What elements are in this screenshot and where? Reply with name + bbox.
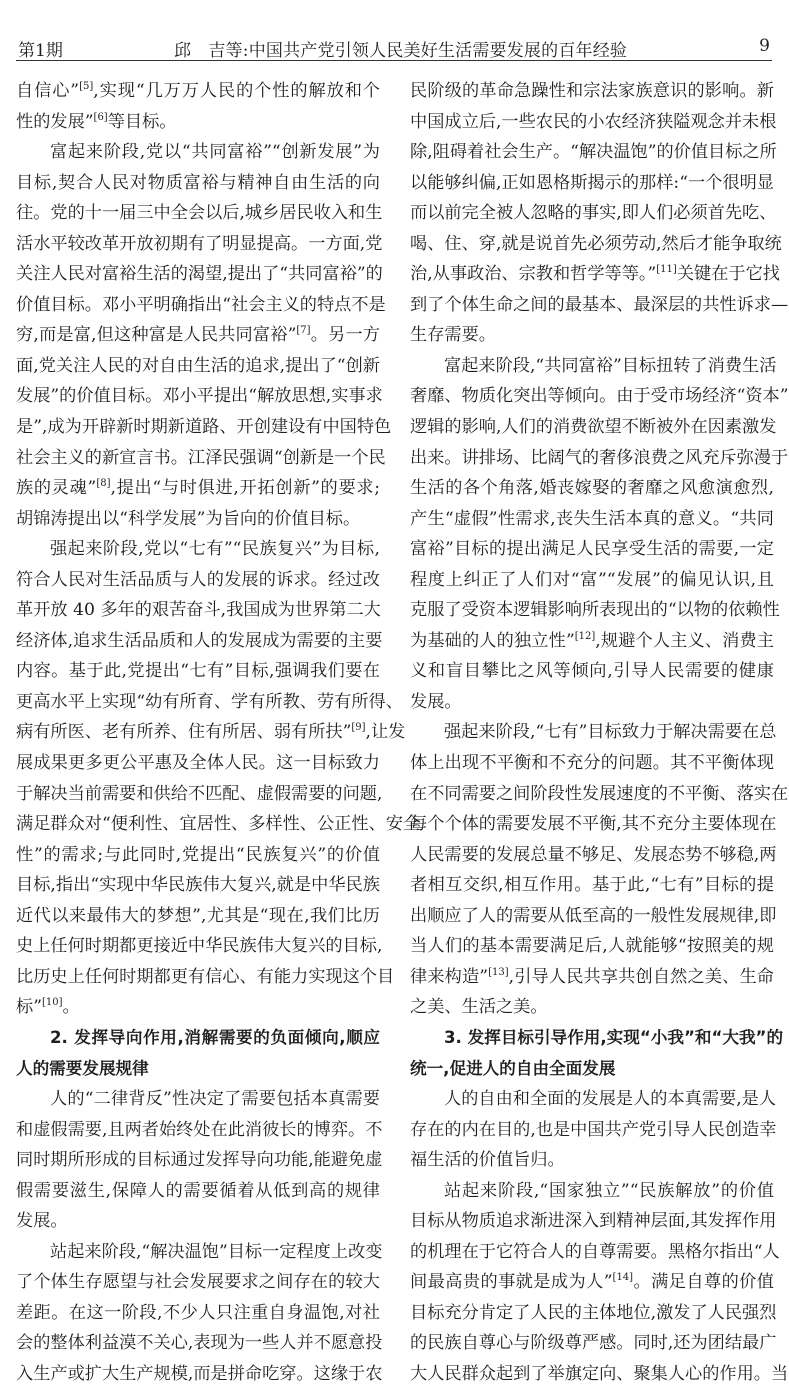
text-line — [410, 1145, 774, 1176]
line-text: 出顺应了人的需要从低至高的一般性发展规律,即 — [410, 905, 777, 926]
text-line — [410, 351, 777, 382]
text-line — [410, 1206, 777, 1237]
line-text: 人的“二律背反”性决定了需要包括本真需要 — [50, 1089, 380, 1110]
line-text: 站起来阶段,“国家独立”“民族解放”的价值 — [444, 1180, 774, 1201]
text-line — [410, 656, 774, 687]
text-line — [16, 381, 383, 412]
text-line — [16, 412, 392, 443]
text-line — [16, 320, 380, 351]
line-text: 人的需要发展规律 — [16, 1058, 149, 1078]
text-line — [410, 504, 774, 535]
text-line — [16, 1115, 383, 1146]
line-text-after-ref: 关键在于它找 — [676, 264, 780, 285]
line-text: 富起来阶段,党以“共同富裕”“创新发展”为 — [50, 142, 380, 163]
text-line — [16, 168, 380, 199]
text-line — [16, 76, 380, 107]
text-line — [16, 443, 386, 474]
line-text: 关注人民对富裕生活的渴望,提出了“共同富裕”的 — [16, 264, 383, 285]
text-line — [16, 198, 383, 229]
line-text: 当人们的基本需要满足后,人就能够“按照美的规 — [410, 936, 774, 957]
line-text: 强起来阶段,党以“七有”“民族复兴”为目标, — [50, 539, 380, 560]
line-text: 往。党的十一届三中全会以后,城乡居民收入和生 — [16, 203, 383, 224]
text-line — [410, 748, 774, 779]
citation-ref: [5] — [79, 81, 94, 92]
line-text: 统一,促进人的自由全面发展 — [410, 1058, 616, 1078]
citation-ref: [8] — [96, 478, 111, 490]
line-text: 存在的内在目的,也是中国共产党引导人民创造幸 — [410, 1119, 777, 1140]
line-text: 3. 发挥目标引导作用,实现“小我”和“大我”的 — [444, 1027, 784, 1047]
line-text: 面,党关注人民的对自由生活的追求,提出了“创新 — [16, 355, 380, 376]
line-text: 生存需要。 — [410, 325, 496, 346]
line-text: 2. 发挥导向作用,消解需要的负面倾向,顺应 — [50, 1027, 380, 1047]
line-text-after-ref: 。满足自尊的价值 — [633, 1272, 774, 1293]
text-line — [410, 1267, 774, 1298]
issue-number: 第1期 — [18, 41, 63, 61]
citation-ref: [6] — [93, 111, 108, 123]
text-line — [16, 1298, 380, 1329]
text-line — [16, 1206, 380, 1237]
text-line — [16, 870, 380, 901]
citation-ref: [7] — [296, 325, 311, 337]
line-text: 差距。在这一阶段,不少人只注重自身温饱,对社 — [16, 1302, 380, 1323]
line-text: 是”,成为开辟新时期新道路、开创建设有中国特色 — [16, 417, 392, 438]
text-line — [410, 443, 789, 474]
text-line — [410, 76, 774, 107]
text-line — [410, 687, 774, 718]
citation-ref: [12] — [574, 630, 596, 642]
line-text: 中国成立后,一些农民的小农经济狭隘观念并未根 — [410, 111, 777, 132]
line-text: 出来。讲排场、比阔气的奢侈浪费之风充斥弥漫于 — [410, 447, 789, 468]
text-line — [16, 840, 380, 871]
line-text: 了个体生存愿望与社会发展要求之间存在的较大 — [16, 1272, 380, 1293]
page-number: 9 — [759, 36, 770, 56]
text-line — [16, 779, 383, 810]
text-line — [16, 1084, 380, 1115]
line-text: 发展。 — [410, 691, 462, 712]
text-line — [16, 504, 380, 535]
text-line — [410, 168, 774, 199]
line-text: 者相互交织,相互作用。基于此,“七有”目标的提 — [410, 875, 774, 896]
text-line — [16, 656, 380, 687]
text-line — [410, 717, 777, 748]
text-line — [16, 565, 380, 596]
line-text: 病有所医、老有所养、住有所居、弱有所扶” — [16, 722, 352, 743]
line-text-after-ref: ,提出“与时俱进,开拓创新”的要求; — [110, 478, 380, 499]
line-text: 目标充分肯定了人民的主体地位,激发了人民强烈 — [410, 1302, 777, 1323]
right-column — [410, 76, 789, 1390]
text-line — [410, 412, 777, 443]
line-text: 族的灵魂” — [16, 478, 97, 499]
line-text: 发展”的价值目标。邓小平提出“解放思想,实事求 — [16, 386, 383, 407]
line-text: 的民族自尊心与阶级尊严感。同时,还为团结最广 — [410, 1333, 777, 1354]
text-line — [410, 901, 777, 932]
line-text: 满足群众对“便利性、宜居性、多样性、公正性、安全 — [16, 814, 421, 835]
line-text: 性的发展” — [16, 111, 94, 132]
line-text-after-ref: 等目标。 — [107, 111, 177, 132]
line-text: 程度上纠正了人们对“富”“发展”的偏见认识,且 — [410, 569, 774, 590]
citation-ref: [13] — [488, 966, 509, 978]
line-text: 富裕”目标的提出满足人民享受生活的需要,一定 — [410, 539, 774, 560]
text-line — [410, 107, 777, 138]
line-text: 同时期所形成的目标通过发挥导向功能,能避免虚 — [16, 1150, 383, 1171]
text-line — [410, 290, 789, 321]
text-line — [410, 840, 777, 871]
line-text: 生活的各个角落,婚丧嫁娶的奢靡之风愈演愈烈, — [410, 478, 774, 499]
text-line — [16, 931, 383, 962]
line-text: 间最高贵的事就是成为人” — [410, 1272, 613, 1293]
text-line — [16, 1359, 383, 1390]
text-line — [16, 107, 380, 138]
line-text-after-ref: 。另一方 — [310, 325, 380, 346]
line-text: 大人民群众起到了举旗定向、聚集人心的作用。当 — [410, 1363, 789, 1384]
section-heading-line — [16, 1054, 380, 1085]
text-line — [410, 1237, 780, 1268]
text-line — [16, 595, 380, 626]
line-text: 胡锦涛提出以“科学发展”为旨向的价值目标。 — [16, 508, 361, 529]
line-text: 体上出现不平衡和不充分的问题。其不平衡体现 — [410, 753, 774, 774]
running-header — [16, 34, 772, 61]
line-text: 比历史上任何时期都更有信心、有能力实现这个目 — [16, 966, 395, 987]
line-text: 标” — [16, 997, 42, 1018]
text-line — [16, 229, 383, 260]
left-column — [16, 76, 421, 1390]
section-heading-line — [410, 1054, 774, 1085]
line-text: 发展。 — [16, 1211, 68, 1232]
line-text: 站起来阶段,“解决温饱”目标一定程度上改变 — [50, 1241, 383, 1262]
line-text: 律来构造” — [410, 966, 489, 987]
line-text: 人的自由和全面的发展是人的本真需要,是人 — [444, 1089, 777, 1110]
text-line — [410, 1176, 774, 1207]
text-line — [410, 870, 774, 901]
citation-ref: [11] — [656, 264, 677, 276]
section-heading-line — [16, 1023, 380, 1054]
line-text: 目标从物质追求渐进深入到精神层面,其发挥作用 — [410, 1211, 777, 1232]
line-text: 克服了受资本逻辑影响所表现出的“以物的依赖性 — [410, 600, 780, 621]
text-line — [410, 534, 774, 565]
line-text: 除,阻碍着社会生产。“解决温饱”的价值目标之所 — [410, 142, 777, 163]
line-text-after-ref: ,引导人民共享共创自然之美、生命 — [508, 966, 774, 987]
text-line — [16, 473, 380, 504]
text-line — [16, 901, 380, 932]
line-text: 产生“虚假”性需求,丧失生活本真的意义。“共同 — [410, 508, 774, 529]
line-text: 逻辑的影响,人们的消费欲望不断被外在因素激发 — [410, 417, 777, 438]
text-line — [16, 534, 380, 565]
line-text: 民阶级的革命急躁性和宗法家族意识的影响。新 — [410, 81, 774, 101]
text-line — [410, 381, 789, 412]
line-text: 和虚假需要,且两者始终处在此消彼长的博弈。不 — [16, 1119, 383, 1140]
line-text-after-ref: ,规避个人主义、消费主 — [595, 630, 774, 651]
line-text: 奢靡、物质化突出等倾向。由于受市场经济“资本” — [410, 386, 789, 407]
line-text: 强起来阶段,“七有”目标致力于解决需要在总 — [444, 722, 777, 743]
line-text: 符合人民对生活品质与人的发展的诉求。经过改 — [16, 569, 380, 590]
citation-ref: [10] — [41, 997, 63, 1009]
line-text: 会的整体利益漠不关心,表现为一些人并不愿意投 — [16, 1333, 383, 1354]
line-text: 富起来阶段,“共同富裕”目标扭转了消费生活 — [444, 355, 777, 376]
text-line — [16, 259, 383, 290]
text-line — [16, 1176, 380, 1207]
text-line — [16, 1267, 380, 1298]
line-text: 近代以来最伟大的梦想”,尤其是“现在,我们比历 — [16, 905, 380, 926]
line-text: 入生产或扩大生产规模,而是拼命吃穿。这缘于农 — [16, 1363, 383, 1384]
text-line — [410, 931, 774, 962]
line-text: 展成果更多更公平惠及全体人民。这一目标致力 — [16, 753, 380, 774]
line-text: 目标,指出“实现中华民族伟大复兴,就是中华民族 — [16, 875, 380, 896]
line-text: 以能够纠偏,正如恩格斯揭示的那样:“一个很明显 — [410, 172, 774, 193]
line-text: 治,从事政治、宗教和哲学等等。” — [410, 264, 657, 285]
text-line — [410, 1359, 789, 1390]
text-line — [410, 1084, 777, 1115]
line-text: 革开放 40 多年的艰苦奋斗,我国成为世界第二大 — [16, 600, 381, 621]
text-line — [410, 229, 782, 260]
text-line — [410, 962, 774, 993]
text-line — [410, 473, 774, 504]
text-line — [16, 809, 421, 840]
line-text: 自信心” — [16, 81, 80, 101]
text-line — [410, 198, 777, 229]
line-text: 穷,而是富,但这种富是人民共同富裕” — [16, 325, 297, 346]
line-text: 人民需要的发展总量不够足、发展态势不够稳,两 — [410, 844, 777, 865]
text-line — [410, 626, 774, 657]
line-text: 而以前完全被人忽略的事实,即人们必须首先吃、 — [410, 203, 777, 224]
line-text: 目标,契合人民对物质富裕与精神自由生活的向 — [16, 172, 380, 193]
citation-ref: [14] — [612, 1272, 634, 1284]
text-line — [16, 992, 380, 1023]
section-heading-line — [410, 1023, 784, 1054]
line-text: 社会主义的新宣言书。江泽民强调“创新是一个民 — [16, 447, 386, 468]
text-line — [16, 290, 386, 321]
line-text: 于解决当前需要和供给不匹配、虚假需要的问题, — [16, 783, 383, 804]
text-line — [410, 565, 774, 596]
line-text-after-ref: ,实现“几万万人民的个性的解放和个 — [93, 81, 380, 101]
text-line — [16, 351, 380, 382]
line-text: 价值目标。邓小平明确指出“社会主义的特点不是 — [16, 294, 386, 315]
line-text: 义和盲目攀比之风等倾向,引导人民需要的健康 — [410, 661, 774, 682]
text-line — [410, 320, 774, 351]
text-line — [410, 1328, 777, 1359]
line-text: 到了个体生命之间的最基本、最深层的共性诉求— — [410, 294, 789, 315]
running-title: 邱 吉等:中国共产党引领人民美好生活需要发展的百年经验 — [174, 41, 628, 61]
text-line — [16, 748, 380, 779]
text-line — [410, 259, 780, 290]
line-text: 假需要滋生,保障人的需要循着从低到高的规律 — [16, 1180, 380, 1201]
text-line — [16, 1145, 383, 1176]
text-line — [16, 137, 380, 168]
line-text: 喝、住、穿,就是说首先必须劳动,然后才能争取统 — [410, 233, 782, 254]
line-text-after-ref: ,让发 — [365, 722, 406, 743]
text-line — [16, 962, 395, 993]
line-text: 福生活的价值旨归。 — [410, 1150, 565, 1171]
text-line — [410, 1298, 777, 1329]
text-line — [410, 779, 789, 810]
citation-ref: [9] — [351, 722, 366, 734]
line-text: 为基础的人的独立性” — [410, 630, 575, 651]
text-line — [410, 809, 777, 840]
text-line — [16, 1237, 383, 1268]
line-text: 活水平较改革开放初期有了明显提高。一方面,党 — [16, 233, 383, 254]
text-line — [16, 1328, 383, 1359]
text-line — [16, 717, 406, 748]
line-text: 更高水平上实现“幼有所育、学有所教、劳有所得、 — [16, 691, 403, 712]
line-text: 每个个体的需要发展不平衡,其不充分主要体现在 — [410, 814, 777, 835]
line-text: 之美、生活之美。 — [410, 997, 548, 1018]
text-line — [16, 626, 383, 657]
line-text: 的机理在于它符合人的自尊需要。黑格尔指出“人 — [410, 1241, 780, 1262]
line-text: 内容。基于此,党提出“七有”目标,强调我们要在 — [16, 661, 380, 682]
text-line — [410, 137, 777, 168]
line-text: 性”的需求;与此同时,党提出“民族复兴”的价值 — [16, 844, 380, 865]
text-line — [410, 595, 780, 626]
line-text: 在不同需要之间阶段性发展速度的不平衡、落实在 — [410, 783, 789, 804]
text-line — [16, 687, 403, 718]
text-line — [410, 1115, 777, 1146]
line-text: 经济体,追求生活品质和人的发展成为需要的主要 — [16, 630, 383, 651]
line-text-after-ref: 。 — [62, 997, 80, 1018]
text-line — [410, 992, 774, 1023]
line-text: 史上任何时期都更接近中华民族伟大复兴的目标, — [16, 936, 383, 957]
